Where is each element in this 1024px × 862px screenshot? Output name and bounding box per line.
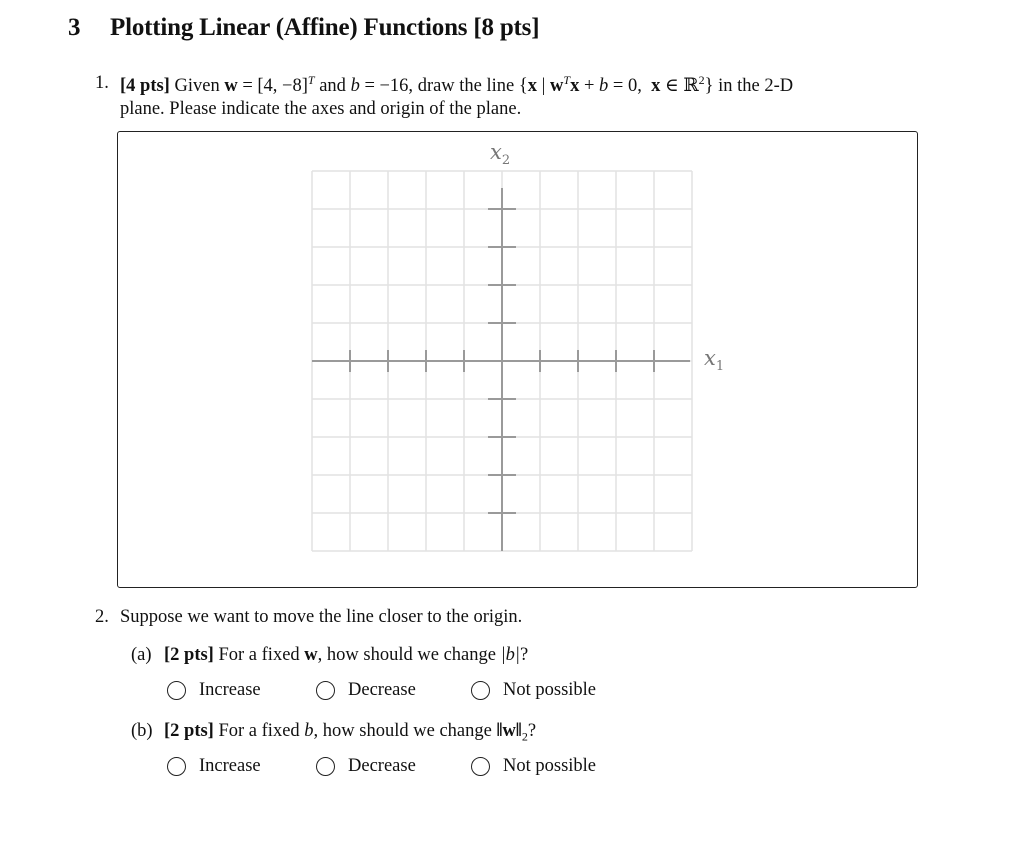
part-b-pre: For a fixed (218, 721, 300, 741)
part-b-option-increase[interactable] (167, 756, 261, 777)
radio-button-icon[interactable] (316, 757, 335, 776)
part-b-var: b (304, 721, 314, 741)
q1-tail: in the 2-D (718, 76, 794, 97)
q1-points: [4 pts] (120, 76, 170, 97)
x2-axis-subscript: 2 (501, 153, 511, 169)
x1-axis-subscript: 1 (715, 359, 725, 375)
part-b-points: [2 pts] (164, 721, 214, 741)
part-a-option-decrease[interactable] (316, 680, 416, 701)
x1-axis-letter: x (704, 346, 716, 370)
q1-in-symbol: ∈ (664, 76, 679, 97)
part-a-quantity: |b| (500, 645, 520, 665)
part-b-option-decrease[interactable] (316, 756, 416, 777)
x2-axis-label (490, 140, 510, 168)
q1-real-exponent: 2 (698, 73, 705, 87)
q1-given: Given (174, 76, 220, 97)
part-a-label: (a) (131, 645, 152, 665)
q1-b-symbol: b (350, 76, 360, 97)
part-b-mid: , how should we change (313, 721, 492, 741)
q1-b-symbol-2: b (599, 76, 609, 97)
part-a-post: ? (520, 645, 529, 665)
part-a-prompt (164, 645, 528, 666)
q1-set-open: { (518, 76, 528, 97)
option-label: Increase (199, 680, 261, 700)
part-b-quantity-sub: 2 (521, 729, 528, 744)
q1-and: and (319, 76, 346, 97)
q1-equals-3: = (612, 76, 624, 97)
q1-w-symbol: w (224, 76, 238, 97)
x2-axis-letter: x (490, 140, 502, 164)
radio-button-icon[interactable] (471, 757, 490, 776)
radio-button-icon[interactable] (316, 681, 335, 700)
radio-button-icon[interactable] (167, 681, 186, 700)
part-b-label: (b) (131, 721, 153, 741)
part-b-post: ? (527, 721, 537, 741)
question-2-prompt: Suppose we want to move the line closer to the origin. (120, 607, 523, 627)
q1-b-value: −16, (379, 76, 414, 97)
radio-button-icon[interactable] (471, 681, 490, 700)
part-a-option-increase[interactable] (167, 680, 261, 701)
question-1-prompt-line-2: plane. Please indicate the axes and origin of the plane. (120, 99, 522, 119)
section-title: Plotting Linear (Affine) Functions [8 pts] (110, 14, 540, 41)
question-1-number: 1. (95, 73, 109, 93)
x1-axis-label (704, 346, 724, 374)
option-label: Increase (199, 756, 261, 776)
q1-equals: = (242, 76, 253, 97)
q1-w-value: [4, −8] (257, 76, 308, 97)
option-label: Decrease (348, 756, 416, 776)
radio-button-icon[interactable] (167, 757, 186, 776)
part-a-pre: For a fixed (218, 645, 300, 665)
q1-zero: 0, (627, 76, 642, 97)
q1-set-close: } (704, 76, 714, 97)
q1-draw-text: draw the line (417, 76, 515, 97)
q1-w-symbol-2: w (550, 76, 564, 97)
option-label: Not possible (503, 680, 597, 700)
option-label: Not possible (503, 756, 597, 776)
q1-x-symbol: x (527, 76, 538, 97)
q1-bar: | (541, 76, 546, 97)
part-b-quantity: ‖w‖ (496, 721, 522, 741)
q1-x-symbol-2: x (570, 76, 580, 97)
q1-real-symbol: ℝ (683, 76, 699, 97)
question-2-number: 2. (95, 607, 109, 627)
part-a-option-not-possible[interactable] (471, 680, 596, 701)
option-label: Decrease (348, 680, 416, 700)
section-number: 3 (68, 14, 81, 41)
q1-equals-2: = (364, 76, 375, 97)
part-a-mid: , how should we change (317, 645, 496, 665)
q1-transpose: T (307, 73, 315, 87)
part-a-points: [2 pts] (164, 645, 214, 665)
q1-x-symbol-3: x (651, 76, 661, 97)
part-a-var: w (304, 645, 318, 665)
q1-transpose-2: T (563, 73, 571, 87)
part-b-prompt (164, 721, 536, 745)
part-b-option-not-possible[interactable] (471, 756, 596, 777)
q1-plus: + (583, 76, 595, 97)
